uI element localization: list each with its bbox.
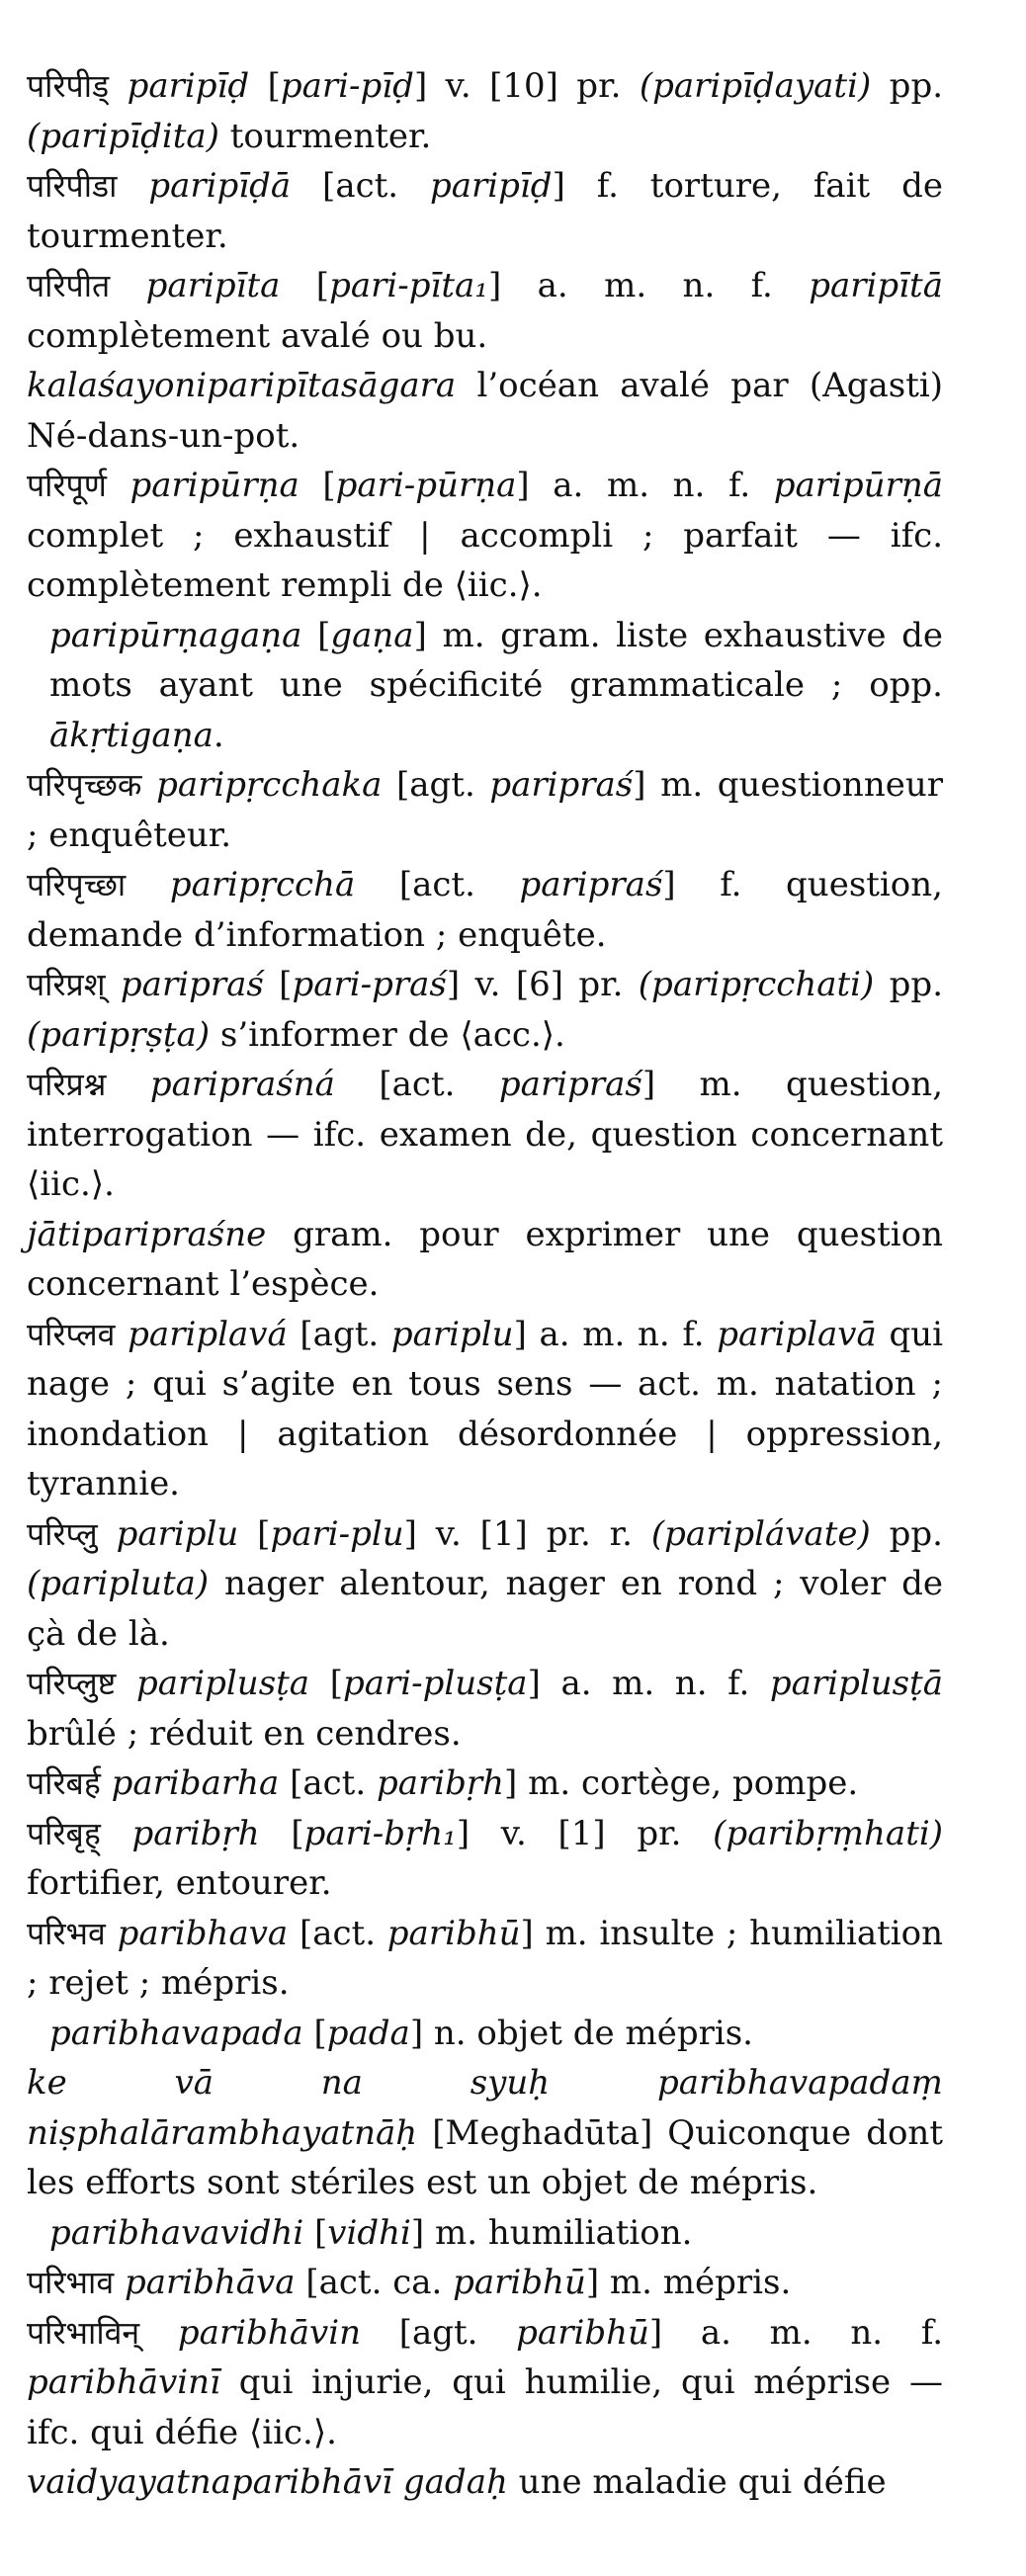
body-text: complet ; exhaustif | accompli ; parfait — ifc. complètement rempli de ⟨iic.⟩. [27, 515, 943, 605]
italic-text: paribhāva [124, 2263, 296, 2302]
italic-text: paribarha [111, 1763, 280, 1803]
body-text: nager alentour, nager en rond ; voler de çà de là. [27, 1564, 943, 1654]
dictionary-entry [27, 860, 943, 960]
body-text: [act. [291, 166, 430, 206]
devanagari-lemma: परिपीड् [27, 67, 110, 105]
body-text: [ [303, 2212, 328, 2253]
italic-text: paripūrṇā [773, 466, 943, 505]
dictionary-entry [27, 461, 943, 611]
body-text: [act. [288, 1913, 387, 1953]
body-text: [ [280, 266, 330, 305]
body-text: ] m. cortège, pompe. [504, 1763, 859, 1803]
body-text: [act. ca. [295, 2263, 454, 2302]
italic-text: paripraśná [149, 1065, 335, 1104]
body-text: qui injurie, qui humilie, qui méprise — ifc. qui défie ⟨iic.⟩. [27, 2362, 943, 2452]
italic-text: paripūrṇa [129, 466, 299, 505]
body-text: pp. [874, 965, 943, 1004]
italic-text: paribhava [117, 1913, 289, 1953]
dictionary-entry [27, 960, 943, 1060]
italic-text: paribhū [386, 1913, 521, 1953]
italic-text: paripīta [145, 266, 281, 305]
italic-text: paribhavapada [49, 2013, 303, 2053]
italic-text: (paripluta) [27, 1564, 210, 1603]
italic-text: pariplavá [128, 1314, 288, 1354]
body-text: l’océan avalé par (Agasti) Né-dans-un-pot. [27, 366, 943, 456]
body-text: [agt. [287, 1314, 391, 1354]
body-text: [act. [334, 1065, 499, 1104]
body-text: [ [309, 1664, 343, 1703]
dictionary-entry [27, 1809, 943, 1909]
body-text: tourmenter. [218, 116, 432, 156]
body-text: ] a. m. n. f. [648, 2312, 944, 2353]
body-text: [ [302, 2013, 327, 2053]
body-text: ] a. m. n. f. [487, 266, 810, 305]
body-text: brûlé ; réduit en cendres. [27, 1713, 462, 1754]
italic-text: (paripīḍayati) [639, 66, 872, 106]
body-text: ] a. m. n. f. [516, 466, 774, 505]
devanagari-lemma: परिप्लु [27, 1514, 98, 1553]
body-text: ] v. [10] pr. [413, 66, 640, 106]
devanagari-lemma: परिपीडा [27, 167, 118, 205]
devanagari-lemma: परिप्रश्न [27, 1066, 107, 1103]
body-text: [agt. [360, 2312, 517, 2353]
italic-text: pariplu [116, 1513, 239, 1554]
italic-text: (paripṛṣṭa) [27, 1014, 211, 1055]
italic-text: paripraś [489, 765, 634, 805]
dictionary-entry [27, 1659, 943, 1759]
dictionary-entry [27, 1909, 943, 2009]
italic-text: ākṛtigaṇa [49, 715, 214, 755]
italic-text: jātiparipraśne [27, 1214, 267, 1254]
example-line [27, 2058, 943, 2208]
dictionary-entry [27, 161, 943, 261]
italic-text: pariplavā [717, 1314, 877, 1354]
italic-text: paribhū [516, 2312, 649, 2353]
body-text: ] m. question, interrogation — ifc. examen de, question concernant ⟨iic.⟩. [27, 1065, 944, 1204]
italic-text: pari-pūrṇa [335, 466, 517, 505]
devanagari-lemma: परिपृच्छा [27, 866, 127, 903]
italic-text: (paribṛṃhati) [713, 1813, 943, 1853]
italic-text: (pariplávate) [650, 1513, 871, 1554]
devanagari-lemma: परिभाविन् [27, 2313, 140, 2352]
italic-text: ke vā na syuḥ paribhavapadaṃ niṣphalārambhayatnāḥ [27, 2063, 943, 2153]
body-text: ] v. [1] pr. r. [403, 1513, 651, 1554]
body-text: ] m. gram. liste exhaustive de mots ayant une spécificité grammaticale ; opp. [49, 615, 943, 705]
example-line [27, 361, 943, 461]
italic-text: paribṛh [131, 1813, 260, 1853]
italic-text: kalaśayoniparipītasāgara [27, 366, 457, 405]
italic-text: paripūrṇagaṇa [49, 615, 302, 655]
italic-text: vidhi [327, 2212, 411, 2253]
body-text: ] m. mépris. [585, 2263, 792, 2302]
body-text: pp. [870, 1513, 943, 1554]
italic-text: paribṛh [376, 1763, 505, 1803]
body-text: [act. [355, 865, 520, 904]
italic-text: pariplu [390, 1314, 514, 1354]
dictionary-entry [27, 1759, 943, 1809]
italic-text: pari-praś [292, 965, 447, 1004]
subentry [27, 2208, 943, 2259]
italic-text: paribhāvin [177, 2312, 361, 2353]
subentry [27, 2009, 943, 2059]
italic-text: paripṛcchaka [156, 765, 383, 805]
italic-text: vaidyayatnaparibhāvī gadaḥ [27, 2462, 508, 2502]
devanagari-lemma: परिप्लुष्ट [27, 1665, 117, 1702]
devanagari-lemma: परिबर्ह [27, 1764, 101, 1802]
body-text: ] m. humiliation. [410, 2212, 693, 2253]
body-text: [ [263, 965, 293, 1004]
devanagari-lemma: परिप्लव [27, 1315, 116, 1353]
italic-text: pariplusṭā [769, 1664, 943, 1703]
italic-text: paripīḍ [430, 166, 553, 206]
italic-text: paribhavavidhi [49, 2212, 304, 2253]
body-text: ] m. questionneur ; enquêteur. [27, 765, 943, 855]
italic-text: pari-pīta₁ [329, 266, 488, 305]
italic-text: pari-bṛh₁ [303, 1813, 457, 1853]
devanagari-lemma: परिबृह् [27, 1814, 101, 1852]
dictionary-entry [27, 1509, 943, 1660]
devanagari-lemma: परिप्रश् [27, 966, 106, 1003]
dictionary-entry [27, 61, 943, 161]
italic-text: paripṛcchā [169, 865, 356, 904]
body-text: ] v. [6] pr. [446, 965, 639, 1004]
example-line [27, 1210, 943, 1310]
italic-text: (paripṛcchati) [638, 965, 875, 1004]
italic-text: gaṇa [330, 615, 414, 655]
italic-text: paripīḍ [127, 66, 250, 106]
italic-text: pari-plu [270, 1513, 404, 1554]
body-text: s’informer de ⟨acc.⟩. [210, 1014, 565, 1055]
italic-text: (paripīḍita) [27, 116, 219, 156]
body-text: [ [301, 615, 331, 655]
body-text: [ [249, 66, 281, 106]
body-text: ] a. m. n. f. [513, 1314, 718, 1354]
body-text: fortifier, entourer. [27, 1863, 332, 1903]
italic-text: pariplusṭa [136, 1664, 310, 1703]
devanagari-lemma: परिपूर्ण [27, 467, 107, 504]
body-text: complètement avalé ou bu. [27, 315, 488, 356]
dictionary-entry [27, 261, 943, 361]
body-text: ] v. [1] pr. [456, 1813, 714, 1853]
italic-text: paripraś [519, 865, 663, 904]
body-text: [Meghadūta] Quiconque dont les efforts sont stériles est un objet de mépris. [27, 2112, 943, 2202]
dictionary-entry [27, 2258, 943, 2308]
italic-text: paripīḍā [148, 166, 292, 206]
italic-text: paripītā [809, 266, 943, 305]
body-text: qui nage ; qui s’agite en tous sens — act. m. natation ; inondation | agitation désordonnée | oppression, tyrannie. [27, 1314, 943, 1503]
italic-text: paripraś [498, 1065, 642, 1104]
body-text: gram. pour exprimer une question concernant l’espèce. [27, 1214, 943, 1304]
dictionary-entry [27, 760, 943, 860]
body-text: ] m. insulte ; humiliation ; rejet ; mépris. [27, 1913, 943, 2003]
devanagari-lemma: परिभव [27, 1914, 106, 1952]
body-text: [ [238, 1513, 271, 1554]
body-text: [ [299, 466, 336, 505]
body-text: pp. [871, 66, 944, 106]
body-text: . [213, 715, 224, 755]
body-text: [act. [279, 1763, 377, 1803]
devanagari-lemma: परिभाव [27, 2264, 115, 2301]
example-line [27, 2457, 943, 2508]
dictionary-entry [27, 1310, 943, 1509]
italic-text: paripraś [120, 965, 264, 1004]
devanagari-lemma: परिपृच्छक [27, 766, 142, 804]
body-text: [agt. [382, 765, 490, 805]
body-text: [ [259, 1813, 304, 1853]
body-text: ] f. question, demande d’information ; enquête. [27, 865, 943, 955]
devanagari-lemma: परिपीत [27, 267, 111, 304]
body-text: ] n. objet de mépris. [409, 2013, 753, 2053]
body-text: ] f. torture, fait de tourmenter. [27, 166, 943, 256]
italic-text: pari-pīḍ [280, 66, 414, 106]
body-text: ] a. m. n. f. [527, 1664, 770, 1703]
italic-text: pada [326, 2013, 410, 2053]
body-text: une maladie qui défie [507, 2462, 887, 2502]
dictionary-entry [27, 2308, 943, 2458]
subentry [27, 611, 943, 761]
italic-text: pari-plusṭa [342, 1664, 528, 1703]
italic-text: paribhāvinī [27, 2362, 220, 2402]
italic-text: paribhū [453, 2263, 586, 2302]
dictionary-entry [27, 1060, 943, 1210]
